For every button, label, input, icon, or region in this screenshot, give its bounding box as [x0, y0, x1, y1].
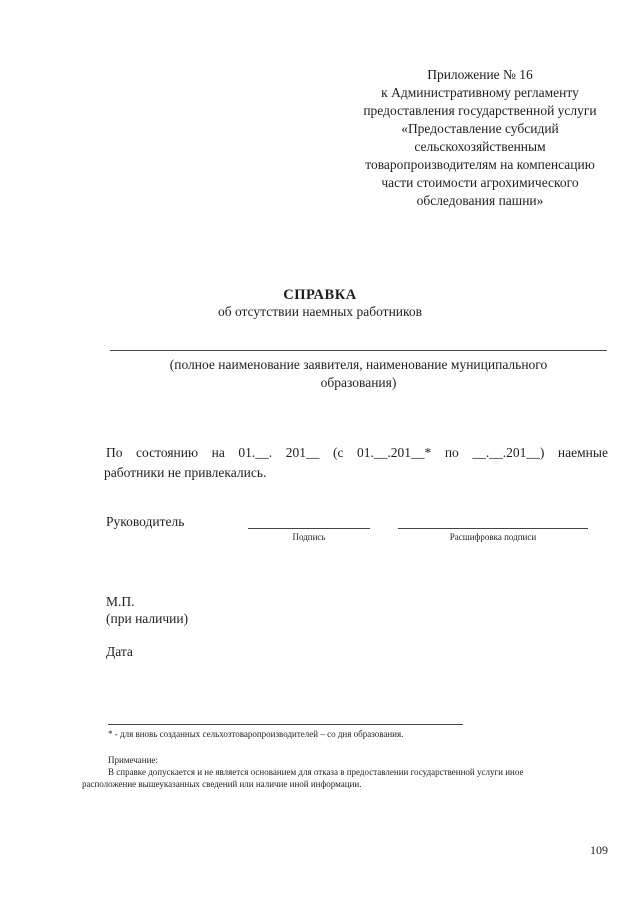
statement-word: состоянию: [136, 445, 199, 460]
head-label: Руководитель: [106, 514, 185, 529]
note-line2: расположение вышеуказанных сведений или наличие иной информации.: [82, 779, 362, 789]
appendix-line: к Административному регламенту: [381, 85, 579, 100]
appendix-line: обследования пашни»: [416, 193, 544, 208]
statement-word: По: [106, 445, 123, 460]
appendix-line: Приложение № 16: [427, 67, 533, 82]
footnote-separator: [108, 724, 463, 725]
signature-line: [248, 528, 370, 529]
footnote: * - для вновь созданных сельхозтоваропроизводителей – со дня образования.: [108, 729, 404, 739]
statement-word: наемные: [557, 445, 608, 460]
signature-decode-line: [398, 528, 588, 529]
date-label: Дата: [106, 644, 133, 659]
signature-decode-caption: Расшифровка подписи: [449, 532, 537, 542]
applicant-caption-line1: (полное наименование заявителя, наименование муниципального: [169, 357, 548, 372]
stamp-if-any: (при наличии): [106, 611, 189, 626]
statement-word: на: [211, 445, 225, 460]
applicant-caption-line2: образования): [320, 375, 397, 390]
signature-caption: Подпись: [292, 532, 326, 542]
statement-word: (с: [332, 445, 344, 460]
statement-line1: [106, 443, 608, 463]
note-line1: В справке допускается и не является основанием для отказа в предоставлении государственной услуги иное: [108, 767, 524, 777]
document-title: СПРАВКА: [283, 287, 357, 303]
appendix-line: части стоимости агрохимического: [381, 175, 579, 190]
note-heading: Примечание:: [108, 755, 158, 765]
appendix-line: товаропроизводителям на компенсацию: [365, 157, 595, 172]
statement-word: по: [444, 445, 459, 460]
applicant-name-line: [110, 350, 607, 351]
document-subtitle: об отсутствии наемных работников: [217, 304, 423, 319]
appendix-header: [330, 66, 630, 210]
statement-word: 01.__.: [238, 445, 273, 460]
statement-word: __.__.201__): [472, 445, 545, 460]
statement-line2: работники не привлекались.: [104, 465, 267, 480]
page-number: 109: [590, 843, 608, 857]
applicant-caption: [110, 356, 607, 392]
statement-word: 01.__.201__*: [357, 445, 432, 460]
statement-word: 201__: [285, 445, 320, 460]
appendix-line: сельскохозяйственным: [414, 139, 546, 154]
appendix-line: предоставления государственной услуги: [363, 103, 597, 118]
statement-paragraph: [104, 443, 608, 480]
stamp-label: М.П.: [106, 594, 135, 609]
appendix-line: «Предоставление субсидий: [401, 121, 559, 136]
